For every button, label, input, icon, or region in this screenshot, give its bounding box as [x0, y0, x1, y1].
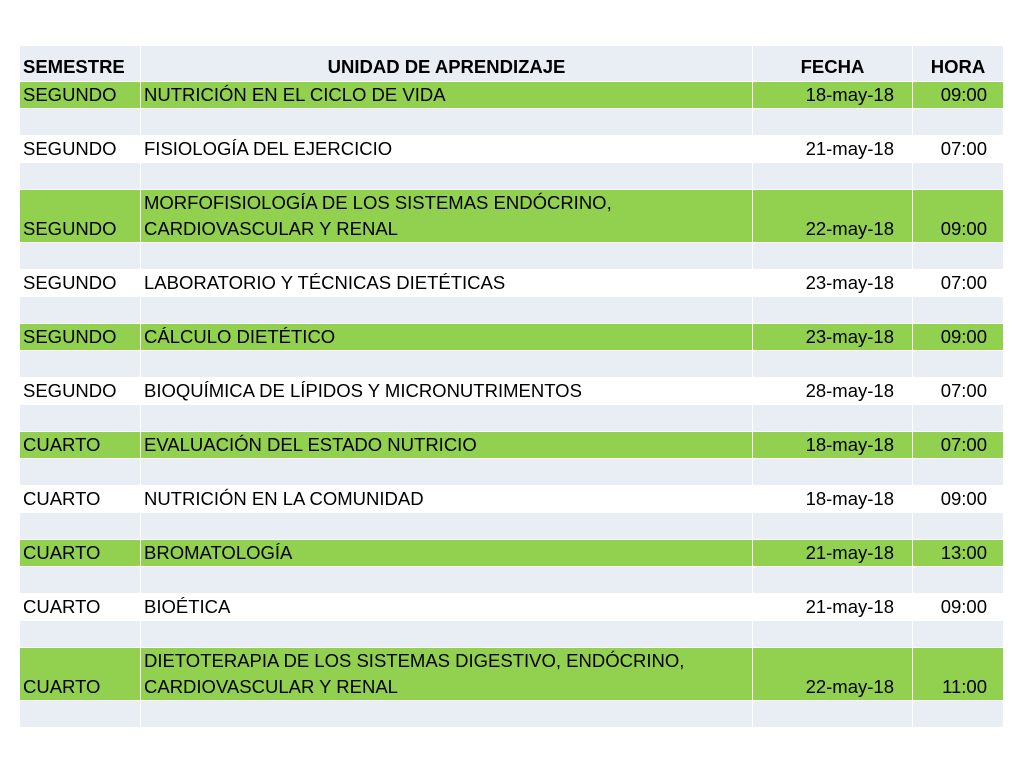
date-cell: 18-may-18: [753, 432, 913, 459]
spacer-cell: [20, 163, 141, 190]
semester-cell: SEGUNDO: [20, 378, 141, 405]
unit-cell: NUTRICIÓN EN LA COMUNIDAD: [141, 486, 753, 513]
spacer-cell: [753, 163, 913, 190]
header-unit: UNIDAD DE APRENDIZAJE: [141, 46, 753, 82]
hour-cell: 13:00: [913, 540, 1004, 567]
spacer-row: [20, 297, 1004, 324]
date-cell: 23-may-18: [753, 270, 913, 297]
semester-cell: SEGUNDO: [20, 136, 141, 163]
header-semester: SEMESTRE: [20, 46, 141, 82]
table-row: [20, 378, 1004, 405]
unit-cell: BROMATOLOGÍA: [141, 540, 753, 567]
schedule-body: [20, 82, 1004, 728]
table-row: [20, 324, 1004, 351]
spacer-cell: [913, 243, 1004, 270]
spacer-cell: [20, 351, 141, 378]
exam-schedule-table: [19, 45, 1004, 728]
table-row: [20, 270, 1004, 297]
unit-cell: BIOQUÍMICA DE LÍPIDOS Y MICRONUTRIMENTOS: [141, 378, 753, 405]
table-row: [20, 82, 1004, 109]
spacer-cell: [913, 351, 1004, 378]
header-date: FECHA: [753, 46, 913, 82]
unit-cell: NUTRICIÓN EN EL CICLO DE VIDA: [141, 82, 753, 109]
hour-cell: 07:00: [913, 136, 1004, 163]
unit-cell: LABORATORIO Y TÉCNICAS DIETÉTICAS: [141, 270, 753, 297]
unit-cell: FISIOLOGÍA DEL EJERCICIO: [141, 136, 753, 163]
semester-cell: CUARTO: [20, 648, 141, 701]
spacer-cell: [753, 513, 913, 540]
spacer-cell: [20, 243, 141, 270]
table-row: [20, 648, 1004, 701]
spacer-cell: [20, 297, 141, 324]
spacer-cell: [141, 567, 753, 594]
date-cell: 18-may-18: [753, 82, 913, 109]
spacer-cell: [913, 459, 1004, 486]
semester-cell: CUARTO: [20, 540, 141, 567]
spacer-cell: [141, 459, 753, 486]
spacer-cell: [141, 701, 753, 728]
spacer-row: [20, 621, 1004, 648]
hour-cell: 07:00: [913, 270, 1004, 297]
spacer-cell: [913, 297, 1004, 324]
spacer-cell: [753, 405, 913, 432]
spacer-cell: [913, 513, 1004, 540]
spacer-cell: [753, 351, 913, 378]
spacer-cell: [141, 243, 753, 270]
spacer-row: [20, 405, 1004, 432]
spacer-cell: [141, 405, 753, 432]
hour-cell: 09:00: [913, 82, 1004, 109]
unit-cell: BIOÉTICA: [141, 594, 753, 621]
hour-cell: 09:00: [913, 324, 1004, 351]
spacer-row: [20, 701, 1004, 728]
spacer-cell: [141, 621, 753, 648]
header-hour: HORA: [913, 46, 1004, 82]
spacer-cell: [913, 163, 1004, 190]
unit-cell: MORFOFISIOLOGÍA DE LOS SISTEMAS ENDÓCRINO, CARDIOVASCULAR Y RENAL: [141, 190, 753, 243]
hour-cell: 11:00: [913, 648, 1004, 701]
spacer-cell: [753, 701, 913, 728]
spacer-cell: [141, 163, 753, 190]
semester-cell: SEGUNDO: [20, 82, 141, 109]
table-row: [20, 432, 1004, 459]
spacer-row: [20, 513, 1004, 540]
semester-cell: CUARTO: [20, 432, 141, 459]
hour-cell: 07:00: [913, 432, 1004, 459]
spacer-cell: [20, 621, 141, 648]
spacer-cell: [141, 513, 753, 540]
header-row: [20, 46, 1004, 82]
date-cell: 18-may-18: [753, 486, 913, 513]
hour-cell: 09:00: [913, 594, 1004, 621]
spacer-cell: [913, 405, 1004, 432]
unit-cell: CÁLCULO DIETÉTICO: [141, 324, 753, 351]
date-cell: 28-may-18: [753, 378, 913, 405]
spacer-cell: [141, 109, 753, 136]
hour-cell: 07:00: [913, 378, 1004, 405]
spacer-row: [20, 459, 1004, 486]
spacer-cell: [20, 513, 141, 540]
spacer-cell: [20, 567, 141, 594]
spacer-cell: [141, 297, 753, 324]
spacer-cell: [753, 459, 913, 486]
spacer-cell: [913, 109, 1004, 136]
semester-cell: CUARTO: [20, 594, 141, 621]
spacer-cell: [913, 621, 1004, 648]
unit-cell: EVALUACIÓN DEL ESTADO NUTRICIO: [141, 432, 753, 459]
spacer-cell: [753, 243, 913, 270]
date-cell: 21-may-18: [753, 594, 913, 621]
date-cell: 21-may-18: [753, 136, 913, 163]
semester-cell: SEGUNDO: [20, 190, 141, 243]
table-row: [20, 540, 1004, 567]
spacer-cell: [753, 297, 913, 324]
table-row: [20, 486, 1004, 513]
date-cell: 22-may-18: [753, 648, 913, 701]
spacer-row: [20, 243, 1004, 270]
semester-cell: SEGUNDO: [20, 324, 141, 351]
date-cell: 23-may-18: [753, 324, 913, 351]
spacer-cell: [141, 351, 753, 378]
spacer-cell: [20, 459, 141, 486]
spacer-cell: [913, 567, 1004, 594]
date-cell: 21-may-18: [753, 540, 913, 567]
spacer-row: [20, 351, 1004, 378]
spacer-cell: [753, 621, 913, 648]
semester-cell: CUARTO: [20, 486, 141, 513]
spacer-cell: [20, 109, 141, 136]
table-row: [20, 594, 1004, 621]
semester-cell: SEGUNDO: [20, 270, 141, 297]
hour-cell: 09:00: [913, 190, 1004, 243]
spacer-cell: [20, 405, 141, 432]
spacer-cell: [753, 567, 913, 594]
spacer-row: [20, 109, 1004, 136]
date-cell: 22-may-18: [753, 190, 913, 243]
spacer-cell: [20, 701, 141, 728]
table-row: [20, 136, 1004, 163]
spacer-cell: [753, 109, 913, 136]
hour-cell: 09:00: [913, 486, 1004, 513]
unit-cell: DIETOTERAPIA DE LOS SISTEMAS DIGESTIVO, ENDÓCRINO, CARDIOVASCULAR Y RENAL: [141, 648, 753, 701]
spacer-row: [20, 163, 1004, 190]
spacer-cell: [913, 701, 1004, 728]
table-row: [20, 190, 1004, 243]
spacer-row: [20, 567, 1004, 594]
